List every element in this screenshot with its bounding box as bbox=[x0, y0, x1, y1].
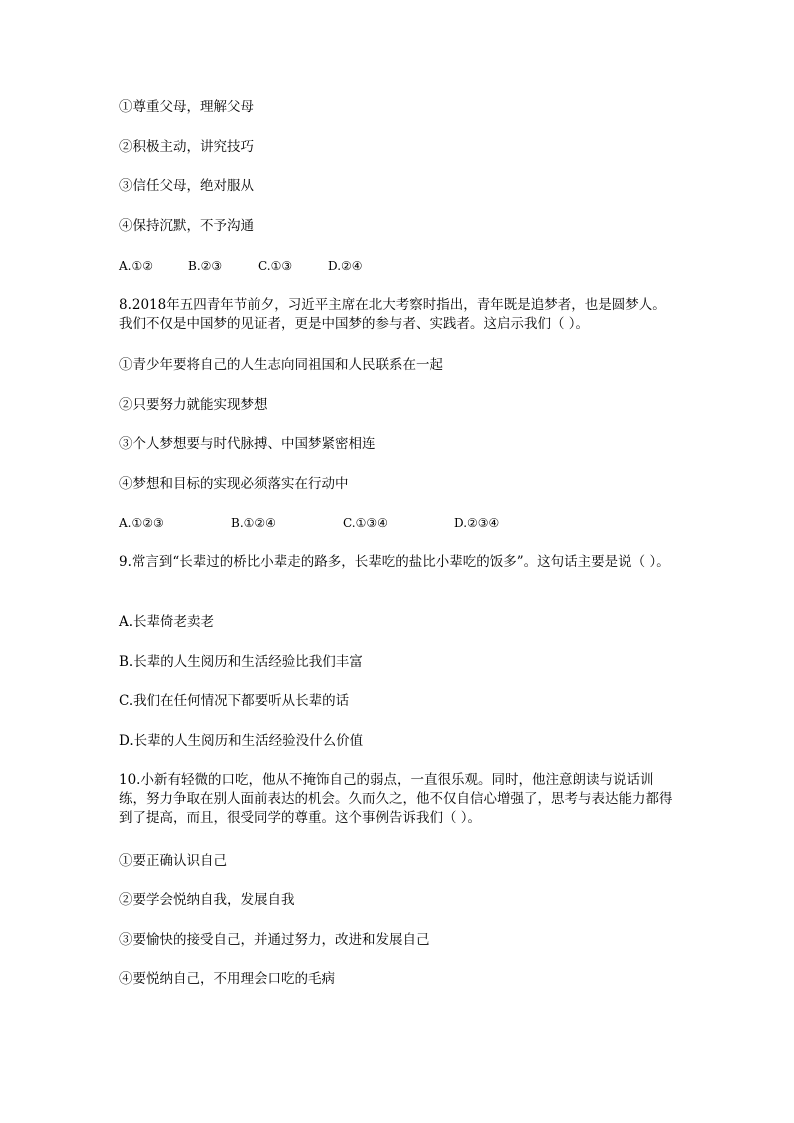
q9-option-b: B.长辈的人生阅历和生活经验比我们丰富 bbox=[119, 654, 363, 670]
q8-item-4: ④梦想和目标的实现必须落实在行动中 bbox=[119, 476, 349, 492]
q8-item-1: ①青少年要将自己的人生志向同祖国和人民联系在一起 bbox=[119, 357, 443, 373]
q9-option-c: C.我们在任何情况下都要听从长辈的话 bbox=[119, 693, 350, 709]
q9-stem: 9.常言到“长辈过的桥比小辈走的路多，长辈吃的盐比小辈吃的饭多”。这句话主要是说（ ）。 bbox=[119, 554, 670, 570]
q8-option-c: C.①③④ bbox=[343, 516, 388, 530]
q10-item-4: ④要悦纳自己，不用理会口吃的毛病 bbox=[119, 971, 335, 987]
q7-option-c: C.①③ bbox=[258, 259, 293, 273]
q8-option-b: B.①②④ bbox=[231, 516, 276, 530]
q10-item-3: ③要愉快的接受自己，并通过努力，改进和发展自己 bbox=[119, 932, 430, 948]
q8-item-3: ③个人梦想要与时代脉搏、中国梦紧密相连 bbox=[119, 436, 376, 452]
q7-item-1: ①尊重父母，理解父母 bbox=[119, 99, 254, 115]
q7-option-b: B.②③ bbox=[188, 259, 223, 273]
q8-option-a: A.①②③ bbox=[119, 516, 164, 530]
q7-item-2: ②积极主动，讲究技巧 bbox=[119, 139, 254, 155]
q10-item-1: ①要正确认识自己 bbox=[119, 853, 227, 869]
q9-option-d: D.长辈的人生阅历和生活经验没什么价值 bbox=[119, 733, 364, 749]
q9-option-a: A.长辈倚老卖老 bbox=[119, 614, 215, 630]
q7-option-a: A.①② bbox=[119, 259, 153, 273]
q8-option-d: D.②③④ bbox=[454, 516, 500, 530]
q7-item-3: ③信任父母，绝对服从 bbox=[119, 178, 254, 194]
q8-stem: 8.2018年五四青年节前夕，习近平主席在北大考察时指出，青年既是追梦者，也是圆梦人。我们不仅是中国梦的见证者，更是中国梦的参与者、实践者。这启示我们（ ）。 bbox=[119, 297, 666, 332]
q8-item-2: ②只要努力就能实现梦想 bbox=[119, 397, 268, 413]
q7-option-d: D.②④ bbox=[328, 259, 363, 273]
q7-item-4: ④保持沉默，不予沟通 bbox=[119, 218, 254, 234]
q10-item-2: ②要学会悦纳自我，发展自我 bbox=[119, 892, 295, 908]
q10-stem: 10.小新有轻微的口吃，他从不掩饰自己的弱点，一直很乐观。同时，他注意朗读与说话训练，努力争取在别人面前表达的机会。久而久之，他不仅自信心增强了，思考与表达能力都得到了提高，而且，很受同学的尊重。这个事例告诉我们（ ）。 bbox=[119, 772, 673, 826]
